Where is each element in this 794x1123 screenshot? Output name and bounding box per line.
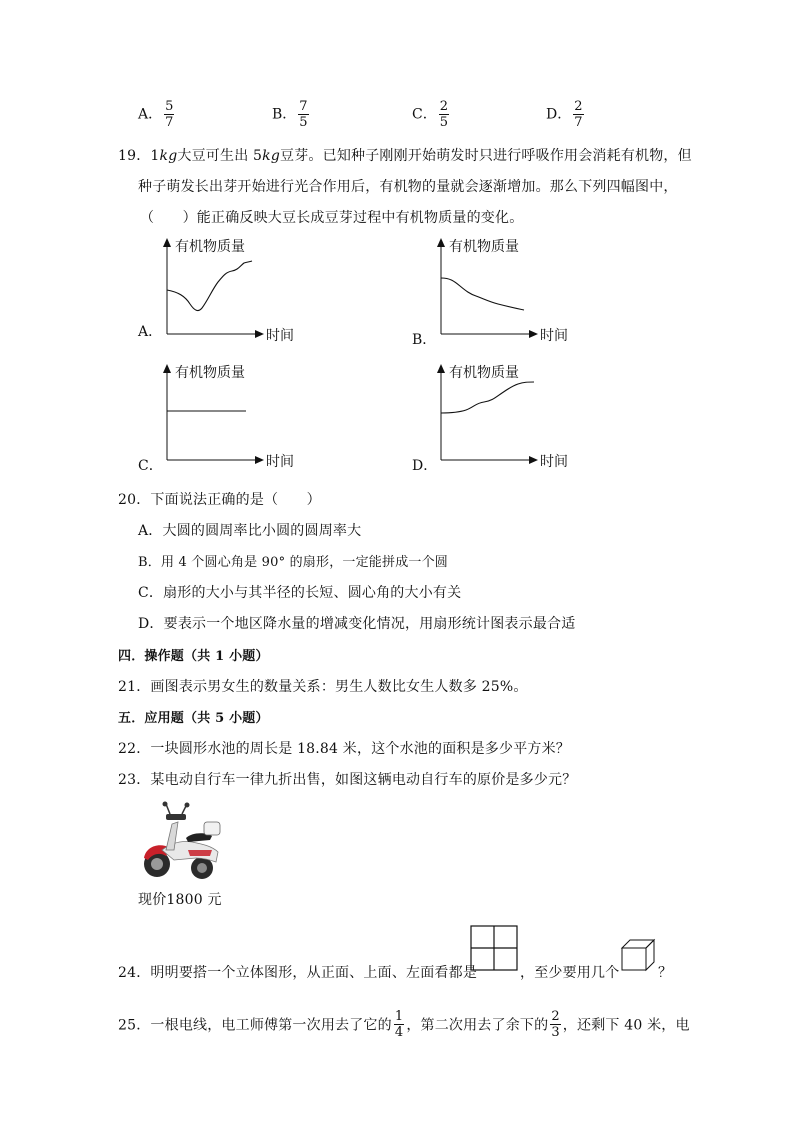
q20-option-b: B．用 4 个圆心角是 90° 的扇形，一定能拼成一个圆 bbox=[138, 555, 448, 570]
chart-b bbox=[404, 234, 584, 352]
numerator: 1 bbox=[394, 1009, 404, 1024]
denominator: 7 bbox=[165, 115, 174, 130]
text: 豆芽。已知种子刚刚开始萌发时只进行呼吸作用会消耗有机物，但 bbox=[280, 148, 692, 164]
q19-line3: （ ）能正确反映大豆长成豆芽过程中有机物质量的变化。 bbox=[140, 210, 524, 226]
section-heading-operation: 四．操作题（共 1 小题） bbox=[118, 649, 269, 664]
q25-line bbox=[118, 1010, 690, 1039]
numerator: 2 bbox=[439, 99, 448, 114]
unit: kg bbox=[159, 148, 178, 164]
chart-option-label: B． bbox=[412, 332, 437, 348]
chart-option-label: A． bbox=[138, 324, 163, 340]
chart-d bbox=[404, 360, 584, 478]
unit: kg bbox=[262, 148, 281, 164]
fraction bbox=[439, 100, 449, 129]
denominator: 5 bbox=[299, 115, 308, 130]
text: 1 bbox=[150, 148, 160, 164]
section-heading-application: 五．应用题（共 5 小题） bbox=[118, 711, 269, 726]
q20-option-c: C．扇形的大小与其半径的长短、圆心角的大小有关 bbox=[138, 585, 462, 601]
numerator: 7 bbox=[299, 99, 308, 114]
x-axis-label: 时间 bbox=[266, 328, 294, 344]
chart-a bbox=[130, 234, 310, 352]
text: 25．一根电线，电工师傅第一次用去了它的 bbox=[118, 1017, 392, 1034]
q21: 21．画图表示男女生的数量关系：男生人数比女生人数多 25%。 bbox=[118, 679, 528, 695]
denominator: 4 bbox=[394, 1025, 404, 1040]
q24-text-start: 24．明明要搭一个立体图形，从正面、上面、左面看都是 bbox=[118, 965, 478, 981]
q23: 23．某电动自行车一律九折出售，如图这辆电动自行车的原价是多少元？ bbox=[118, 772, 577, 788]
option-label: B． bbox=[272, 106, 297, 123]
y-axis-label: 有机物质量 bbox=[175, 239, 245, 255]
fraction-two-thirds bbox=[550, 1010, 560, 1039]
chart-line bbox=[441, 382, 534, 413]
q22: 22．一块圆形水池的周长是 18.84 米，这个水池的面积是多少平方米？ bbox=[118, 741, 570, 757]
x-axis-arrow bbox=[529, 330, 538, 338]
denominator: 5 bbox=[439, 115, 448, 130]
x-axis-label: 时间 bbox=[540, 454, 568, 470]
q20-option-a: A．大圆的圆周率比小圆的圆周率大 bbox=[138, 523, 362, 539]
denominator: 7 bbox=[574, 115, 583, 130]
q24-text-end: ？ bbox=[658, 965, 673, 981]
chart-line bbox=[441, 278, 524, 310]
fraction bbox=[573, 100, 583, 129]
x-axis-label: 时间 bbox=[540, 328, 568, 344]
x-axis-arrow bbox=[529, 456, 538, 464]
chart-c bbox=[130, 360, 310, 478]
y-axis-label: 有机物质量 bbox=[175, 365, 245, 381]
text: 大豆可生出 5 bbox=[177, 148, 263, 164]
option-label: A． bbox=[138, 106, 163, 123]
numerator: 2 bbox=[551, 1009, 560, 1024]
y-axis-label: 有机物质量 bbox=[449, 239, 519, 255]
four-square-grid-figure bbox=[470, 925, 518, 971]
x-axis-arrow bbox=[255, 456, 264, 464]
q23-price-caption: 现价1800 元 bbox=[138, 892, 222, 908]
fraction-one-quarter bbox=[394, 1010, 404, 1039]
option-label: D． bbox=[546, 106, 572, 123]
q19-line2: 种子萌发长出芽开始进行光合作用后，有机物的量就会逐渐增加。那么下列四幅图中， bbox=[138, 179, 678, 195]
y-axis-label: 有机物质量 bbox=[449, 365, 519, 381]
x-axis-label: 时间 bbox=[266, 454, 294, 470]
y-axis-arrow bbox=[163, 364, 171, 373]
q20-stem: 20．下面说法正确的是（ ） bbox=[118, 492, 321, 508]
q18-option-d bbox=[546, 100, 586, 129]
numerator: 2 bbox=[574, 99, 583, 114]
y-axis-arrow bbox=[163, 238, 171, 247]
y-axis-arrow bbox=[437, 364, 445, 373]
denominator: 3 bbox=[551, 1025, 560, 1040]
text: ，第二次用去了余下的 bbox=[406, 1017, 549, 1034]
chart-option-label: C． bbox=[138, 458, 163, 474]
cube-icon bbox=[620, 938, 656, 972]
question-number: 19． bbox=[118, 148, 151, 164]
q20-option-d: D．要表示一个地区降水量的增减变化情况，用扇形统计图表示最合适 bbox=[138, 616, 576, 632]
numerator: 5 bbox=[165, 99, 174, 114]
chart-line bbox=[167, 261, 252, 311]
y-axis-arrow bbox=[437, 238, 445, 247]
option-label: C． bbox=[412, 106, 437, 123]
chart-option-label: D． bbox=[412, 458, 438, 474]
text: ，还剩下 40 米，电 bbox=[562, 1017, 690, 1034]
q18-option-c bbox=[412, 100, 451, 129]
q19-line1 bbox=[118, 145, 692, 165]
electric-scooter-image bbox=[140, 800, 226, 886]
q18-option-b bbox=[272, 100, 311, 129]
fraction bbox=[164, 100, 174, 129]
q18-option-a bbox=[138, 100, 176, 129]
x-axis-arrow bbox=[255, 330, 264, 338]
q24-text-middle: ，至少要用几个 bbox=[520, 965, 620, 981]
fraction bbox=[298, 100, 308, 129]
